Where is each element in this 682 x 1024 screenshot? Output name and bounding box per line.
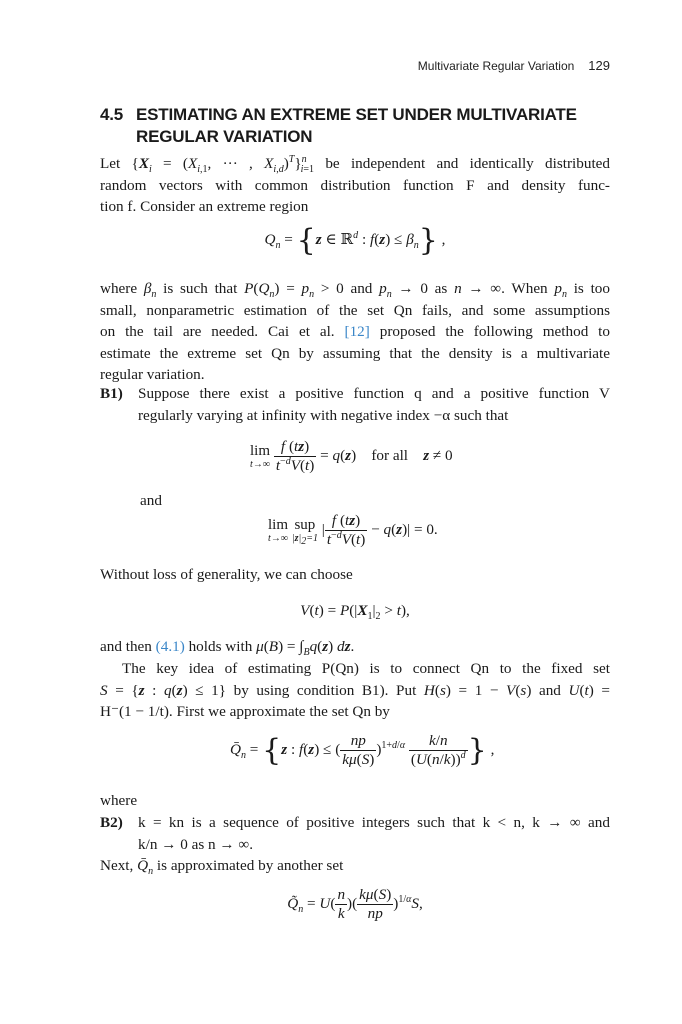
where-text-3: on the tail are needed. Cai et al. <box>100 323 335 340</box>
page-number: 129 <box>588 58 610 73</box>
b2-label: B2) <box>100 814 123 831</box>
equation-qn-tilde: $Q̃_n = U$( $\frac{n}{k}$ )( $\frac{k\mu(S)}{np}$ )$^{1/\alpha}$S, <box>287 886 423 922</box>
then-prefix: and then <box>100 638 152 655</box>
intro-text-2: random vectors with common distribution function F and density func- <box>100 176 610 194</box>
section-title: ESTIMATING AN EXTREME SET UNDER MULTIVARIATE REGULAR VARIATION <box>136 105 577 146</box>
intro-text-1: be independent and identically distributed <box>325 155 611 172</box>
paragraph-then: and then (4.1) holds with $\mu(B) = \int_Bq(z)$ dz. <box>100 638 355 659</box>
and-text: and <box>140 492 162 509</box>
equation-v: $V(t) = P(|X_1|_2 > t)$, <box>300 602 410 623</box>
paragraph-next: Next, $Q̄_n$ is approximated by another set <box>100 857 344 878</box>
b2-text-2: k/n → 0 as n → ∞. <box>138 835 254 853</box>
where-text-2: small, nonparametric estimation of the set Qn fails, and some assumptions <box>100 301 610 319</box>
intro-text-3: tion f. Consider an extreme region <box>100 198 309 215</box>
citation-link[interactable]: [12] <box>344 323 370 340</box>
paragraph-intro: Let {$X_i = (X_{i,1}$, ··· , $X_{i,d})^T\}^n_{i=1}$ be independent and identically distributed random vectors with common distribution function F and density func- tion f. Consider an extreme region <box>100 153 610 218</box>
equation-limit-1: lim t→∞ $\frac{f (tz)}{t^{-d}V(t)}$ = q(z) for all z ≠ 0 <box>250 438 453 474</box>
key-text-3: H⁻(1 − 1/t). First we approximate the set Qn by <box>100 703 390 720</box>
where-text-5: regular variation. <box>100 366 205 383</box>
next-prefix: Next, <box>100 857 134 874</box>
running-title: Multivariate Regular Variation <box>417 59 575 73</box>
running-head <box>418 55 610 78</box>
then-suffix: holds with <box>188 638 253 655</box>
equation-qn: $Q_n = \{z$ ∈ ℝ$^d$ : $f(z) \le \beta_n$} , <box>264 223 446 258</box>
b1-label: B1) <box>100 385 123 402</box>
paragraph-key-idea: The key idea of estimating P(Qn) is to connect Qn to the fixed set S = {z : q(z) ≤ 1} by using condition B1). Put H(s) = 1 − V(s) and U(t) = H⁻(1 − 1/t). First we approximate the set Qn by <box>100 658 610 723</box>
b1-text-2: regularly varying at infinity with negative index −α such that <box>138 406 509 424</box>
key-text-1: The key idea of estimating P(Qn) is to connect Qn to the fixed set <box>122 660 610 677</box>
next-suffix: is approximated by another set <box>156 857 344 874</box>
where-text-3b: proposed the following method to <box>379 323 610 340</box>
equation-limit-2: lim t→∞ sup $|z|_2=1$ | $\frac{f (tz)}{t^{-d}V(t)}$ − q(z)| = 0. <box>268 512 438 548</box>
wlog-text: Without loss of generality, we can choose <box>100 566 353 583</box>
section-number: 4.5 <box>100 105 124 124</box>
equation-qn-bar: $Q̄_n = \{z$ : f(z) ≤ ( $\frac{np}{k\mu(S)}$ )$^{1+d/\alpha}$ $\frac{k/n}{(U(n/k))^d}$ } , <box>230 732 495 768</box>
b2-text-1: k = kn is a sequence of positive integers such that k < n, k → ∞ and <box>138 814 610 831</box>
where-label: where <box>100 792 138 809</box>
equation-reference[interactable]: (4.1) <box>155 638 185 655</box>
where-text-4: estimate the extreme set Qn by assuming that the density is a multivariate <box>100 344 610 362</box>
b1-text-1: Suppose there exist a positive function q and a positive function V <box>138 385 610 402</box>
paragraph-where: where $\beta_n$ is such that $P(Q_n) = p_n > 0$ and $p_n \to 0$ as n → ∞. When $p_n$ is too small, nonparametric estimation of the set Qn fails, and some assumptions on the tail are needed. Cai et al. [12] proposed the following method to estimate the extreme set Qn by assuming that the density is a multivariate regular variation. <box>100 278 610 386</box>
for-all-text: for all <box>371 446 409 464</box>
